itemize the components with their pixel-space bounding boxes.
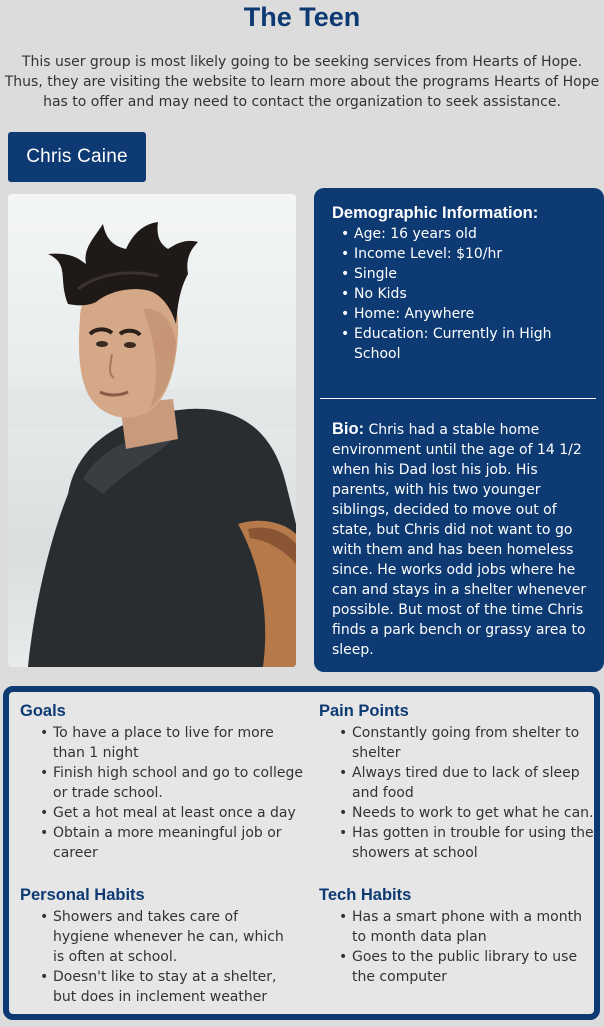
- pain-point-item: • Needs to work to get what he can.: [352, 803, 594, 823]
- persona-name-button[interactable]: Chris Caine: [8, 132, 146, 182]
- tech-habit-item: • Has a smart phone with a month to month data plan: [352, 907, 589, 947]
- goal-item: • Finish high school and go to college or trade school.: [53, 763, 304, 803]
- goals-list: [20, 723, 304, 863]
- demographics-heading: Demographic Information:: [332, 204, 539, 222]
- tech-habit-item: • Goes to the public library to use the computer: [352, 947, 589, 987]
- demographics-list: [354, 224, 594, 364]
- personal-habits-list: [20, 907, 292, 1007]
- goals-title: Goals: [20, 702, 66, 720]
- pain-points-section: [319, 702, 594, 863]
- demographic-item: • Income Level: $10/hr: [354, 244, 594, 264]
- pain-points-title: Pain Points: [319, 702, 409, 720]
- pain-points-list: [319, 723, 594, 863]
- persona-photo: [8, 194, 296, 667]
- personal-habits-title: Personal Habits: [20, 886, 145, 904]
- demographics-bio-card: [314, 188, 604, 672]
- tech-habits-section: [319, 886, 589, 987]
- personal-habits-section: [20, 886, 292, 1007]
- persona-photo-illustration: [8, 194, 296, 667]
- bio-text: Chris had a stable home environment until the age of 14 1/2 when his Dad lost his job. His parents, with his two younger siblings, decided to move out of state, but Chris did not want to go with them and has been homeless since. He works odd jobs where he can and stays in a shelter whenever possible. But most of the time Chris finds a park bench or grassy area to sleep.: [332, 422, 587, 658]
- goal-item: • To have a place to live for more than 1 night: [53, 723, 304, 763]
- tech-habits-list: [319, 907, 589, 987]
- bio-label: Bio:: [332, 420, 365, 438]
- demographic-item: • Home: Anywhere: [354, 304, 594, 324]
- goal-item: • Get a hot meal at least once a day: [53, 803, 304, 823]
- pain-point-item: • Has gotten in trouble for using the showers at school: [352, 823, 594, 863]
- demographic-item: • Age: 16 years old: [354, 224, 594, 244]
- pain-point-item: • Always tired due to lack of sleep and food: [352, 763, 594, 803]
- personal-habit-item: • Showers and takes care of hygiene whenever he can, which is often at school.: [53, 907, 292, 967]
- demographic-item: • Education: Currently in High School: [354, 324, 594, 364]
- bio-section: [332, 419, 594, 660]
- demographic-item: • Single: [354, 264, 594, 284]
- persona-details-box: [3, 686, 600, 1020]
- goal-item: • Obtain a more meaningful job or career: [53, 823, 304, 863]
- intro-text: This user group is most likely going to be seeking services from Hearts of Hope. Thus, they are visiting the website to learn more about the programs Hearts of Hope has to offer and may need to contact the organization to seek assistance.: [4, 54, 600, 110]
- goals-section: [20, 702, 304, 863]
- divider: [320, 398, 596, 399]
- page-title: The Teen: [243, 2, 361, 32]
- tech-habits-title: Tech Habits: [319, 886, 412, 904]
- pain-point-item: • Constantly going from shelter to shelter: [352, 723, 594, 763]
- demographic-item: • No Kids: [354, 284, 594, 304]
- personal-habit-item: • Doesn't like to stay at a shelter, but does in inclement weather: [53, 967, 292, 1007]
